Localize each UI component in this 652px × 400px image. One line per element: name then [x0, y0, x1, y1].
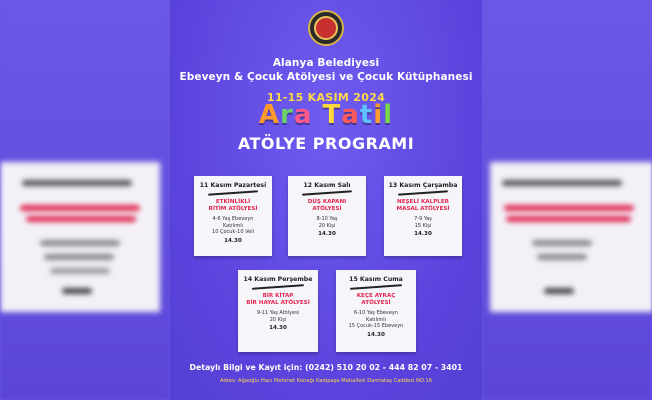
- card-time: 14.30: [318, 231, 336, 238]
- blurred-text: [544, 288, 574, 294]
- card-time: 14.30: [224, 237, 242, 244]
- blurred-text: [506, 216, 631, 222]
- card-activity: [194, 199, 272, 213]
- activity-line: ETKİNLİKLİ: [215, 199, 251, 205]
- title-letter: t: [359, 100, 374, 130]
- underline-swoosh: [208, 190, 258, 195]
- activity-line: MASAL ATÖLYESİ: [396, 206, 450, 212]
- schedule-card-thursday: [238, 270, 318, 352]
- underline-swoosh: [252, 284, 304, 290]
- title-letter: a: [341, 100, 360, 130]
- contact-info: Detaylı Bilgi ve Kayıt için: (0242) 510 20 02 - 444 82 07 - 3401: [189, 363, 463, 372]
- blurred-text: [62, 288, 92, 294]
- info-line: Katılımlı: [365, 316, 387, 323]
- blurred-right-background: [482, 0, 652, 400]
- info-line: 4-6 Yaş Ebeveyn: [212, 216, 254, 222]
- municipality-logo: [308, 10, 344, 46]
- card-day: 15 Kasım Cuma: [349, 276, 403, 283]
- blurred-left-background: [0, 0, 170, 400]
- activity-line: NEŞELİ KALPLER: [397, 199, 449, 205]
- card-activity: [238, 293, 318, 307]
- card-activity: [384, 199, 462, 213]
- underline-swoosh: [398, 190, 448, 195]
- schedule-card-monday: [194, 176, 272, 256]
- blurred-text: [22, 180, 132, 186]
- schedule-card-friday: [336, 270, 416, 352]
- title-letter: [312, 100, 322, 130]
- card-activity: [288, 199, 366, 213]
- title-letter: T: [322, 100, 342, 130]
- card-time: 14.30: [269, 325, 287, 332]
- blurred-text: [502, 180, 622, 186]
- info-line: 10 Çocuk-10 Veli: [212, 229, 254, 236]
- activity-line: ATÖLYESİ: [312, 206, 342, 212]
- blurred-text: [50, 268, 110, 274]
- blurred-text: [537, 254, 587, 260]
- title-letter: l: [383, 100, 394, 130]
- underline-swoosh: [302, 190, 352, 195]
- header-line-1: Alanya Belediyesi: [272, 57, 380, 69]
- card-info: [238, 310, 318, 323]
- title-letter: r: [280, 100, 294, 130]
- blurred-text: [20, 205, 140, 211]
- blurred-text: [44, 254, 114, 260]
- card-time: 14.30: [367, 331, 385, 338]
- card-info: [194, 216, 272, 236]
- header-line-2: Ebeveyn & Çocuk Atölyesi ve Çocuk Kütüphanesi: [179, 71, 473, 83]
- card-day: 13 Kasım Çarşamba: [388, 182, 458, 189]
- activity-line: RİTİM ATÖLYESİ: [208, 206, 258, 212]
- activity-line: KEÇE AYRAÇ: [356, 293, 396, 299]
- info-line: 6-10 Yaş Ebeveyn: [353, 310, 399, 316]
- card-info: [384, 216, 462, 229]
- card-day: 11 Kasım Pazartesi: [199, 182, 267, 189]
- blurred-text: [532, 240, 592, 246]
- schedule-card-wednesday: [384, 176, 462, 256]
- title-letter: A: [258, 100, 281, 130]
- info-line: 15 Kişi: [414, 222, 432, 229]
- event-date-range: 11-15 KASIM 2024: [266, 91, 386, 104]
- title-letter: a: [293, 100, 313, 130]
- card-activity: [336, 293, 416, 307]
- card-day: 14 Kasım Perşembe: [243, 276, 313, 283]
- logo-emblem: [314, 16, 338, 40]
- blurred-text: [40, 240, 120, 246]
- activity-line: ATÖLYESİ: [361, 300, 391, 306]
- info-line: 8-10 Yaş: [316, 216, 338, 222]
- title-letter: i: [373, 100, 384, 130]
- activity-line: DÜŞ KAPANI: [307, 199, 347, 205]
- activity-line: BİR KİTAP: [262, 293, 294, 299]
- info-line: 20 Kişi: [318, 222, 336, 229]
- event-title: [170, 100, 482, 130]
- card-time: 14.30: [414, 231, 432, 238]
- activity-line: BİR HAYAL ATÖLYESİ: [246, 300, 310, 306]
- address-info: Adres: Ağaoğlu Hacı Mehmet Konağı Kadıpaşa Mahallesi Damlataş Caddesi NO.16: [220, 378, 432, 384]
- info-line: 9-11 Yaş Atölyesi: [256, 310, 300, 316]
- poster: [170, 0, 482, 400]
- info-line: 20 Kişi: [269, 316, 287, 323]
- underline-swoosh: [350, 284, 402, 290]
- blurred-text: [504, 205, 634, 211]
- event-subtitle: ATÖLYE PROGRAMI: [237, 134, 415, 153]
- schedule-card-tuesday: [288, 176, 366, 256]
- card-day: 12 Kasım Salı: [303, 182, 351, 189]
- info-line: Katılımlı: [222, 222, 244, 229]
- card-info: [336, 310, 416, 330]
- blurred-text: [26, 216, 136, 222]
- info-line: 7-9 Yaş: [414, 216, 432, 222]
- card-info: [288, 216, 366, 229]
- info-line: 15 Çocuk-15 Ebeveyn: [348, 323, 404, 330]
